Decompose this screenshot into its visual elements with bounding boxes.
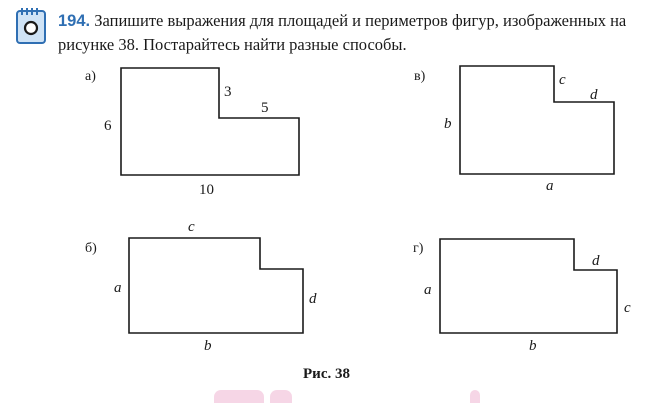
figure-a-bottom-label: 10: [199, 182, 214, 198]
figure-v-bottom-label: a: [546, 178, 554, 194]
figure-v-left-label: b: [444, 116, 452, 132]
figure-b-right-label: d: [309, 291, 317, 307]
figure-g: [413, 239, 631, 354]
figure-a-panel-label: а): [85, 69, 96, 84]
task-text: Запишите выражения для площадей и периметров фигур, изображенных на рисунке 38. Постарайтесь найти разные способы.: [58, 11, 627, 54]
figure-g-right-label: c: [624, 300, 631, 316]
figure-a: [85, 68, 299, 198]
figure-g-notch-depth-label: d: [592, 253, 600, 269]
figure-a-left-label: 6: [104, 118, 112, 134]
figure-b: [85, 219, 317, 354]
figure-b-left-label: a: [114, 280, 122, 296]
figure-b-bottom-label: b: [204, 338, 212, 354]
figure-g-shape: [440, 239, 617, 333]
watermark-fragment: [214, 390, 264, 403]
watermark-fragment: [270, 390, 292, 403]
task-number: 194.: [58, 12, 91, 30]
figure-g-left-label: a: [424, 282, 432, 298]
figure-a-shape: [121, 68, 299, 175]
figure-b-panel-label: б): [85, 241, 97, 256]
figure-v-panel-label: в): [414, 69, 426, 84]
figure-v: [414, 66, 614, 194]
watermark-fragment: [470, 390, 480, 403]
figure-g-bottom-label: b: [529, 338, 537, 354]
figure-g-panel-label: г): [413, 241, 424, 256]
figure-a-notch-depth-label: 3: [224, 84, 232, 100]
figure-b-shape: [129, 238, 303, 333]
figure-a-notch-width-label: 5: [261, 100, 269, 116]
figure-caption: Рис. 38: [303, 366, 350, 382]
figure-v-shape: [460, 66, 614, 174]
figure-v-notch-depth-label: c: [559, 72, 566, 88]
figure-b-top-label: c: [188, 219, 195, 235]
figure-v-notch-width-label: d: [590, 87, 598, 103]
